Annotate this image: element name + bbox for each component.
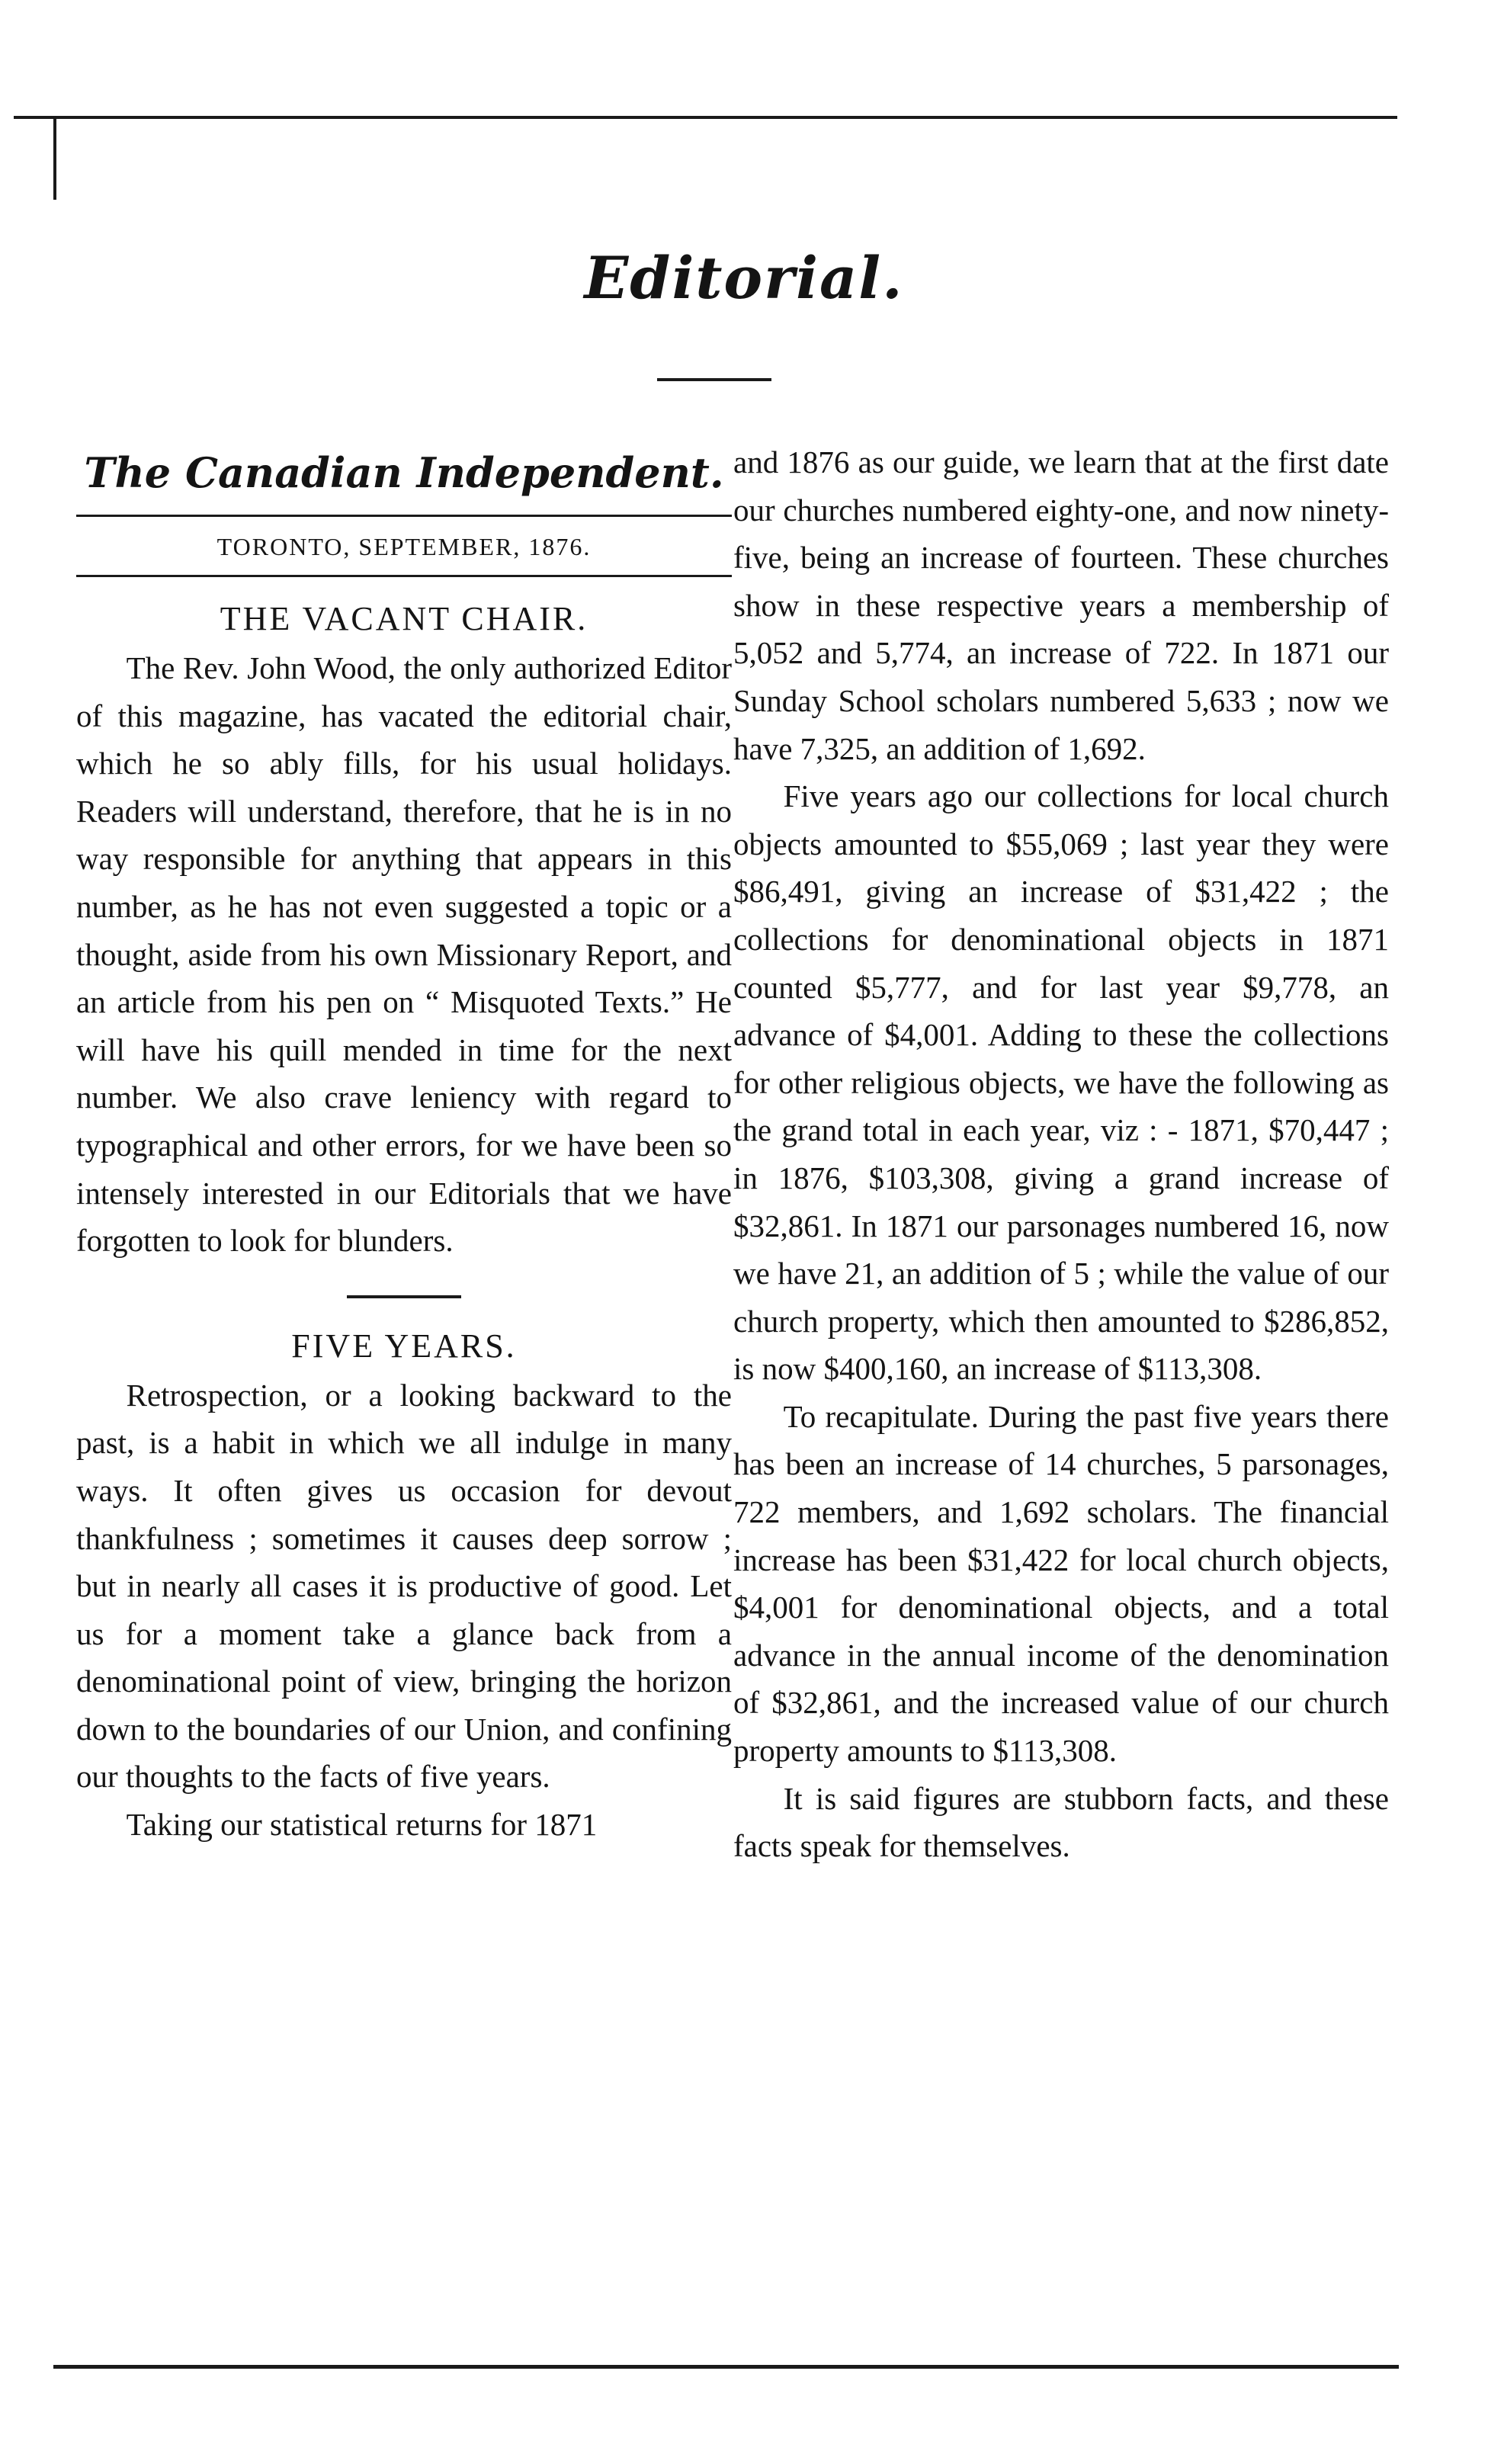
section-divider xyxy=(347,1295,461,1298)
section-heading-five-years: FIVE YEARS. xyxy=(291,1327,517,1365)
page-title: Editorial. xyxy=(584,244,904,312)
five-years-paragraph-5: It is said figures are stubborn facts, and these facts speak for themselves. xyxy=(733,1780,1389,1864)
five-years-paragraph-4: To recapitulate. During the past five years there has been an increase of 14 churches, 5 parsonages, 722 members, and 1,692 scholars. The financial increase has been $31,422 for local church objects, $4,001 for denominational objects, and a total advance in the annual income of the denomination of $32,861, and the increased value of our church property amounts to $113,308. xyxy=(733,1398,1389,1769)
five-years-paragraph-3: Five years ago our collections for local church objects amounted to $55,069 ; last year they were $86,491, giving an increase of $31,422 ; the collections for denominational objects in 1871 counted $5,777, and for last year $9,778, an advance of $4,001. Adding to these the collections for other religious objects, we have the following as the grand total in each year, viz : - 1871, $70,447 ; in 1876, $103,308, giving a grand increase of $32,861. In 1871 our parsonages numbered 16, now we have 21, an addition of 5 ; while the value of our church property, which then amounted to $286,852, is now $400,160, an increase of $113,308. xyxy=(733,778,1389,1387)
five-years-paragraph-2-end: and 1876 as our guide, we learn that at the first date our churches numbered eighty-one, and now ninety-five, being an increase of fourteen. These churches show in these respective years a membership of 5,052 and 5,774, an increase of 722. In 1871 our Sunday School scholars numbered 5,633 ; now we have 7,325, an addition of 1,692. xyxy=(733,444,1389,766)
masthead-divider xyxy=(657,378,771,381)
right-column xyxy=(733,438,1389,1870)
dateline: TORONTO, SEPTEMBER, 1876. xyxy=(216,533,592,560)
five-years-paragraph-2-start: Taking our statistical returns for 1871 xyxy=(126,1807,598,1843)
left-column xyxy=(76,438,732,1849)
frame-top-rule xyxy=(14,116,1397,119)
frame-left-rule xyxy=(53,116,56,200)
title-rule xyxy=(76,515,732,517)
dateline-rule xyxy=(76,575,732,577)
frame-bottom-rule xyxy=(53,2365,1399,2369)
paper-title: The Canadian Independent. xyxy=(84,448,724,497)
vacant-chair-body: The Rev. John Wood, the only authorized Editor of this magazine, has vacated the editorial chair, which he so ably fills, for his usual holidays. Readers will understand, therefore, that he is in no way responsible for anything that appears in this number, as he has not even suggested a topic or a thought, aside from his own Missionary Report, and an article from his pen on “ Misquoted Texts.” He will have his quill mended in time for the next number. We also crave leniency with regard to typographical and other errors, for we have been so intensely interested in our Editorials that we have forgotten to look for blunders. xyxy=(76,650,732,1259)
section-heading-vacant-chair: THE VACANT CHAIR. xyxy=(220,600,588,637)
five-years-paragraph-1: Retrospection, or a looking backward to the past, is a habit in which we all indulge in many ways. It often gives us occasion for devout thankfulness ; sometimes it causes deep sorrow ; but in nearly all cases it is productive of good. Let us for a moment take a glance back from a denominational point of view, bringing the horizon down to the boundaries of our Union, and confining our thoughts to the facts of five years. xyxy=(76,1377,732,1795)
